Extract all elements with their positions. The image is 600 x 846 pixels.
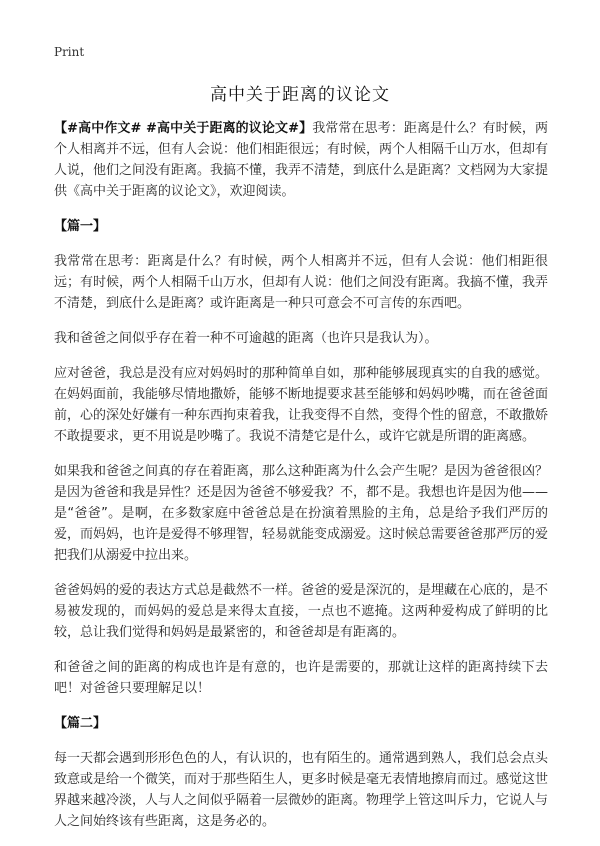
intro-text: 我常常在思考：距离是什么？有时候，两个人相离并不远，但有人会说：他们相距很远；有时候，两个人相隔千山万水，但却有人说，他们之间没有距离。我搞不懂，我弄不清楚，到底什么是距离？文档网为大家提供《高中关于距离的议论文》，欢迎阅读。 [54,121,549,199]
intro-paragraph [54,118,548,202]
section-heading: 【篇一】 [54,219,107,234]
paragraph: 每一天都会遇到形形色色的人，有认识的，也有陌生的。通常遇到熟人，我们总会点头致意或是给一个微笑，而对于那些陌生人，更多时候是毫无表情地擦肩而过。感觉这世界越来越冷淡，人与人之间似乎隔着一层微妙的距离。物理学上管这叫斥力，它说人与人之间始终该有些距离，这是务必的。 [54,751,549,829]
intro-tag: 【#高中作文# #高中关于距离的议论文#】 [54,121,313,136]
section-heading: 【篇二】 [54,716,107,731]
paragraph: 和爸爸之间的距离的构成也许是有意的，也许是需要的，那就让这样的距离持续下去吧！对爸爸只要理解足以！ [54,660,548,696]
section-1 [54,216,548,699]
page-title: 高中关于距离的议论文 [210,85,390,105]
paragraph: 应对爸爸，我总是没有应对妈妈时的那种简单自如，那种能够展现真实的自我的感觉。在妈妈面前，我能够尽情地撒娇，能够不断地提要求甚至能够和妈妈吵嘴，而在爸爸面前，心的深处好嫌有一种东西拘束着我，让我变得不自然，变得个性的留意，不敢撒娇不敢提要求，更不用说是吵嘴了。我说不清楚它是什么，或许它就是所谓的距离感。 [54,366,549,444]
article-body [54,118,548,846]
paragraph: 爸爸妈妈的爱的表达方式总是截然不一样。爸爸的爱是深沉的，是埋藏在心底的，是不易被发现的，而妈妈的爱总是来得太直接，一点也不遮掩。这两种爱构成了鲜明的比较，总让我们觉得和妈妈是最紧密的，和爸爸却是有距离的。 [54,583,549,640]
paragraph: 我和爸爸之间似乎存在着一种不可逾越的距离（也许只是我认为）。 [54,331,438,346]
paragraph: 我常常在思考：距离是什么？有时候，两个人相离并不远，但有人会说：他们相距很远；有时候，两个人相隔千山万水，但却有人说：他们之间没有距离。我搞不懂，我弄不清楚，到底什么是距离？或许距离是一种只可意会不可言传的东西吧。 [54,254,549,311]
print-link[interactable]: Print [54,45,85,59]
paragraph: 如果我和爸爸之间真的存在着距离，那么这种距离为什么会产生呢？是因为爸爸很凶？是因为爸爸和我是异性？还是因为爸爸不够爱我？不，都不是。我想也许是因为他——是“爸爸”。是啊，在多数家庭中爸爸总是在扮演着黑脸的主角，总是给予我们严厉的爱，而妈妈，也许是爱得不够理智，轻易就能变成溺爱。这时候总需要爸爸那严厉的爱把我们从溺爱中拉出来。 [54,464,549,563]
section-2 [54,713,548,832]
